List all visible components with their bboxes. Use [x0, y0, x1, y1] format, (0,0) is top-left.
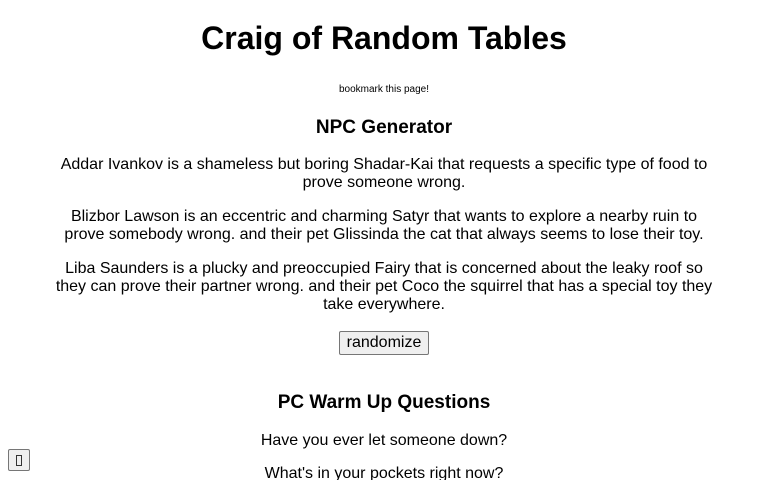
pc-warm-up-heading: PC Warm Up Questions	[277, 392, 491, 413]
npc-entry: Addar Ivankov is a shameless but boring Shadar-Kai that requests a specific type of food to prove someone wrong.	[60, 156, 708, 191]
bookmark-hint: bookmark this page!	[338, 84, 430, 95]
corner-button[interactable]	[8, 449, 30, 471]
warm-up-question: Have you ever let someone down?	[260, 432, 508, 449]
npc-generator-heading: NPC Generator	[315, 117, 453, 138]
npc-entry: Liba Saunders is a plucky and preoccupied Fairy that is concerned about the leaky roof so they can prove their partner wrong. and their pet Coco the squirrel that has a special toy they take everywhere.	[55, 260, 713, 313]
missing-glyph-icon	[16, 455, 22, 466]
npc-entry: Blizbor Lawson is an eccentric and charming Satyr that wants to explore a nearby ruin to prove somebody wrong. and their pet Glissinda the cat that always seems to lose their toy.	[64, 208, 704, 243]
randomize-button[interactable]: randomize	[339, 331, 429, 355]
page-title: Craig of Random Tables	[201, 20, 567, 56]
npc-list	[54, 156, 714, 330]
warm-up-question: What's in your pockets right now?	[264, 465, 504, 480]
